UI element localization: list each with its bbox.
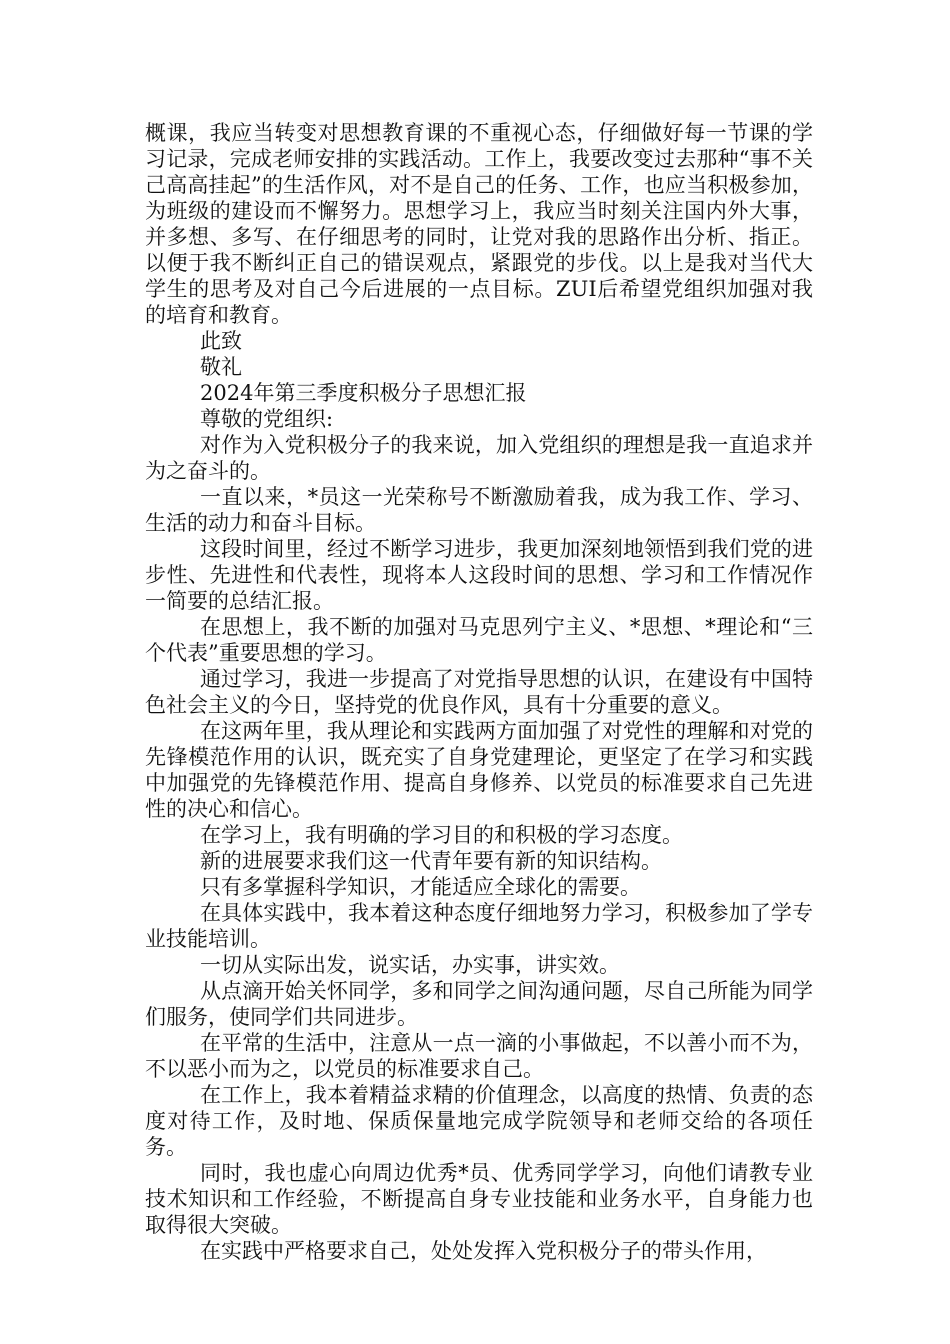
paragraph: 只有多掌握科学知识，才能适应全球化的需要。 — [200, 875, 641, 899]
paragraph: 在学习上，我有明确的学习目的和积极的学习态度。 — [200, 823, 683, 847]
paragraph: 一直以来，*员这一光荣称号不断激励着我，成为我工作、学习、生活的动力和奋斗目标。 — [145, 485, 813, 535]
greeting: 尊敬的党组织: — [200, 407, 334, 431]
paragraph-continuation: 概课，我应当转变对思想教育课的不重视心态，仔细做好每一节课的学习记录，完成老师安排的实践活动。工作上，我要改变过去那种“事不关己高高挂起”的生活作风，对不是自己的任务、工作，也应当积极参加，为班级的建设而不懈努力。思想学习上，我应当时刻关注国内外大事，并多想、多写、在仔细思考的同时，让党对我的思路作出分析、指正。以便于我不断纠正自己的错误观点，紧跟党的步伐。以上是我对当代大学生的思考及对自己今后进展的一点目标。ZUI后希望党组织加强对我的培育和教育。 — [145, 121, 813, 327]
document-body — [145, 120, 813, 1264]
paragraph: 通过学习，我进一步提高了对党指导思想的认识，在建设有中国特色社会主义的今日，坚持党的优良作风，具有十分重要的意义。 — [145, 667, 813, 717]
paragraph: 在平常的生活中，注意从一点一滴的小事做起，不以善小而不为，不以恶小而为之，以党员的标准要求自己。 — [145, 1031, 813, 1081]
paragraph: 新的进展要求我们这一代青年要有新的知识结构。 — [200, 849, 662, 873]
paragraph: 从点滴开始关怀同学，多和同学之间沟通问题，尽自己所能为同学们服务，使同学们共同进步。 — [145, 979, 813, 1029]
closing-salutation-jingli: 敬礼 — [200, 355, 242, 379]
paragraph: 同时，我也虚心向周边优秀*员、优秀同学学习，向他们请教专业技术知识和工作经验，不断提高自身专业技能和业务水平，自身能力也取得很大突破。 — [145, 1161, 813, 1237]
closing-salutation-cizhi: 此致 — [200, 329, 242, 353]
report-title: 2024年第三季度积极分子思想汇报 — [200, 381, 527, 405]
paragraph: 对作为入党积极分子的我来说，加入党组织的理想是我一直追求并为之奋斗的。 — [145, 433, 813, 483]
paragraph: 在工作上，我本着精益求精的价值理念，以高度的热情、负责的态度对待工作，及时地、保质保量地完成学院领导和老师交给的各项任务。 — [145, 1083, 813, 1159]
paragraph: 在实践中严格要求自己，处处发挥入党积极分子的带头作用， — [200, 1239, 767, 1263]
paragraph: 这段时间里，经过不断学习进步，我更加深刻地领悟到我们党的进步性、先进性和代表性，现将本人这段时间的思想、学习和工作情况作一简要的总结汇报。 — [145, 537, 813, 613]
paragraph: 在具体实践中，我本着这种态度仔细地努力学习，积极参加了学专业技能培训。 — [145, 901, 813, 951]
paragraph: 在这两年里，我从理论和实践两方面加强了对党性的理解和对党的先锋模范作用的认识，既充实了自身党建理论，更坚定了在学习和实践中加强党的先锋模范作用、提高自身修养、以党员的标准要求自己先进性的决心和信心。 — [145, 719, 813, 821]
paragraph: 一切从实际出发，说实话，办实事，讲实效。 — [200, 953, 620, 977]
paragraph: 在思想上，我不断的加强对马克思列宁主义、*思想、*理论和“三个代表”重要思想的学习。 — [145, 615, 813, 665]
